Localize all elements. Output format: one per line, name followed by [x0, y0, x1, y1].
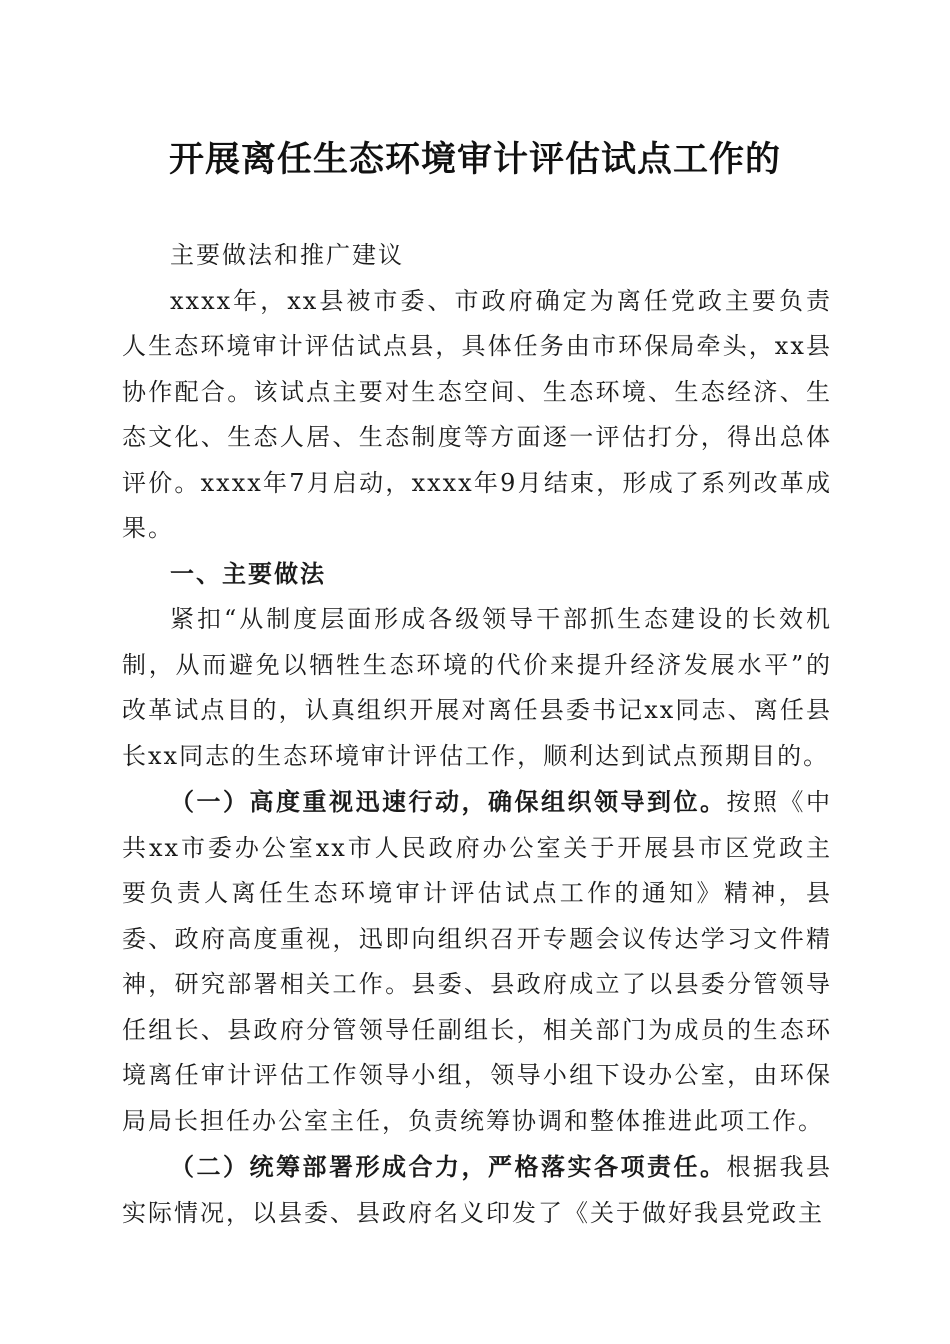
item-one-paragraph	[122, 779, 832, 1144]
intro-paragraph: xxxx年，xx县被市委、市政府确定为离任党政主要负责人生态环境审计评估试点县，具体任务由市环保局牵头，xx县协作配合。该试点主要对生态空间、生态环境、生态经济、生态文化、生态人居、生态制度等方面逐一评估打分，得出总体评价。xxxx年7月启动，xxxx年9月结束，形成了系列改革成果。	[122, 286, 832, 542]
item-one-lead: （一）高度重视迅速行动，确保组织领导到位。	[170, 787, 727, 816]
document-body	[122, 233, 832, 1236]
subtitle-paragraph: 主要做法和推广建议	[170, 241, 404, 269]
document-title: 开展离任生态环境审计评估试点工作的	[168, 140, 781, 180]
section-intro-paragraph: 紧扣“从制度层面形成各级领导干部抓生态建设的长效机制，从而避免以牺牲生态环境的代价来提升经济发展水平”的改革试点目的，认真组织开展对离任县委书记xx同志、离任县长xx同志的生态环境审计评估工作，顺利达到试点预期目的。	[122, 605, 832, 770]
item-two-paragraph	[122, 1144, 832, 1236]
item-two-lead: （二）统筹部署形成合力，严格落实各项责任。	[170, 1152, 727, 1181]
item-one-body: 按照《中共xx市委办公室xx市人民政府办公室关于开展县市区党政主要负责人离任生态环境审计评估试点工作的通知》精神，县委、政府高度重视，迅即向组织召开专题会议传达学习文件精神，研究部署相关工作。县委、县政府成立了以县委分管领导任组长、县政府分管领导任副组长，相关部门为成员的生态环境离任审计评估工作领导小组，领导小组下设办公室，由环保局局长担任办公室主任，负责统筹协调和整体推进此项工作。	[122, 788, 832, 1135]
section-heading: 一、主要做法	[170, 559, 326, 588]
item-two-body: 根据我县实际情况，以县委、县政府名义印发了《关于做好我县党政主	[122, 1153, 832, 1227]
